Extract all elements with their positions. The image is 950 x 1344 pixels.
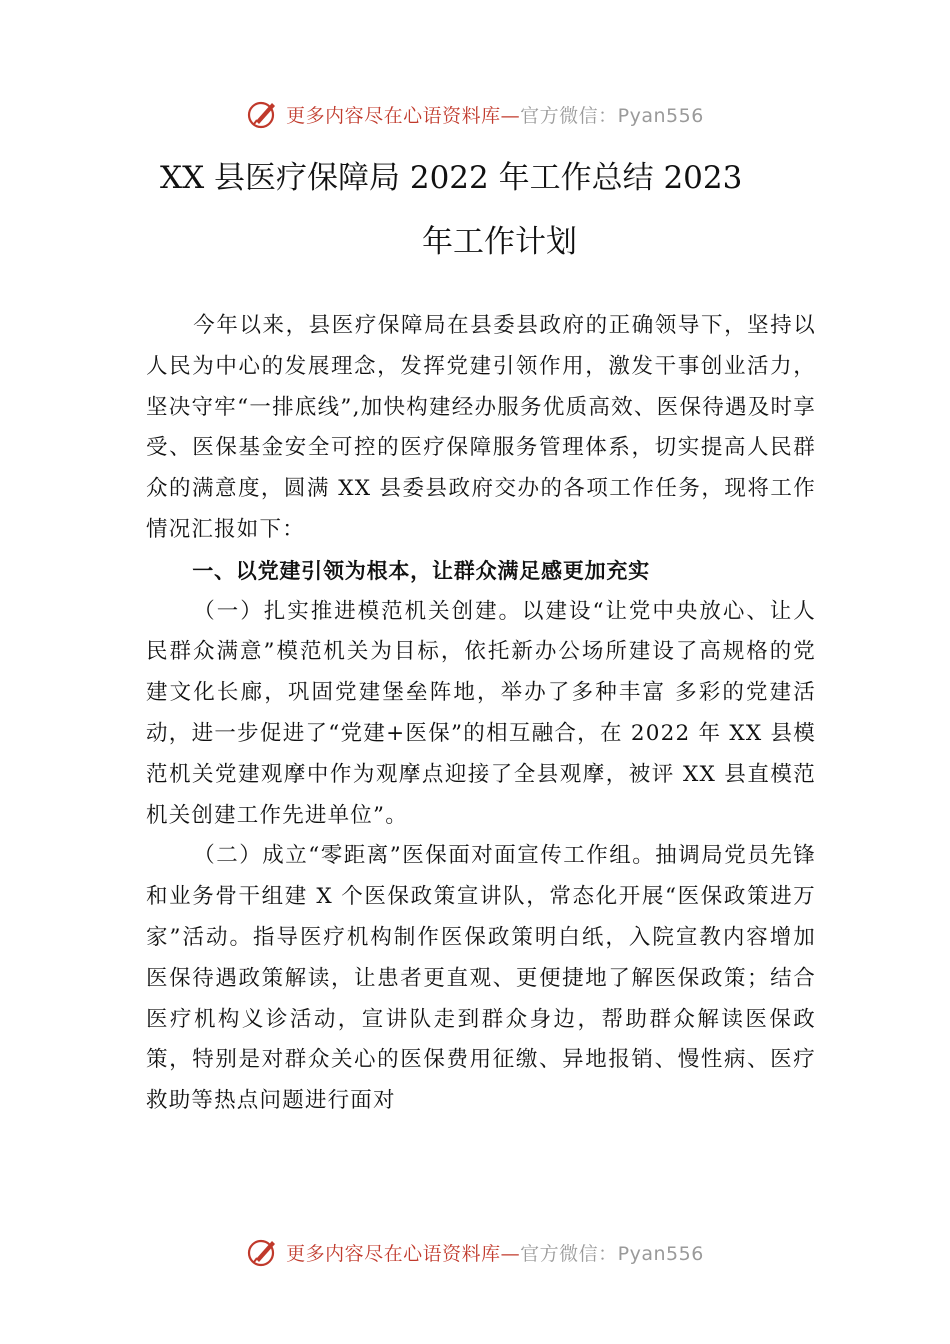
watermark-gray-text: 官方微信：Pyan556 bbox=[520, 1242, 704, 1265]
intro-paragraph: 今年以来，县医疗保障局在县委县政府的正确领导下，坚持以人民为中心的发展理念，发挥党建引领作用，激发干事创业活力，坚决守牢“一排底线”,加快构建经办服务优质高效、医保待遇及时享受、医保基金安全可控的医疗保障服务管理体系，切实提高人民群众的满意度，圆满 XX 县委县政府交办的各项工作任务，现将工作情况汇报如下： bbox=[146, 313, 816, 542]
document-title-line2: 年工作计划 bbox=[422, 224, 577, 260]
quill-logo-icon bbox=[246, 97, 280, 131]
item-paragraph-1: （一）扎实推进模范机关创建。以建设“让党中央放心、让人民群众满意”模范机关为目标，依托新办公场所建设了高规格的党建文化长廊，巩固党建堡垒阵地，举办了多种丰富 多彩的党建活动，进一步促进了“党建+医保”的相互融合，在 2022 年 XX 县模范机关党建观摩中作为观摩点迎接了全县观摩，被评 XX 县直模范机关创建工作先进单位”。 bbox=[146, 598, 816, 828]
quill-logo-icon bbox=[246, 1235, 280, 1269]
watermark-gray-text: 官方微信：Pyan556 bbox=[520, 104, 704, 127]
watermark-red-text: 更多内容尽在心语资料库— bbox=[286, 1242, 521, 1265]
section-heading: 一、以党建引领为根本，让群众满足感更加充实 bbox=[192, 558, 650, 583]
header-watermark bbox=[0, 94, 950, 134]
document-body bbox=[146, 306, 816, 1122]
item-paragraph-2: （二）成立“零距离”医保面对面宣传工作组。抽调局党员先锋和业务骨干组建 X 个医保政策宣讲队，常态化开展“医保政策进万家”活动。指导医疗机构制作医保政策明白纸，入院宣教内容增加医保待遇政策解读，让患者更直观、更便捷地了解医保政策；结合医疗机构义诊活动，宣讲队走到群众身边，帮助群众解读医保政策，特别是对群众关心的医保费用征缴、异地报销、慢性病、医疗救助等热点问题进行面对 bbox=[146, 843, 816, 1114]
footer-watermark bbox=[0, 1232, 950, 1272]
watermark-red-text: 更多内容尽在心语资料库— bbox=[286, 104, 521, 127]
document-title-line1: XX 县医疗保障局 2022 年工作总结 2023 bbox=[160, 160, 743, 196]
